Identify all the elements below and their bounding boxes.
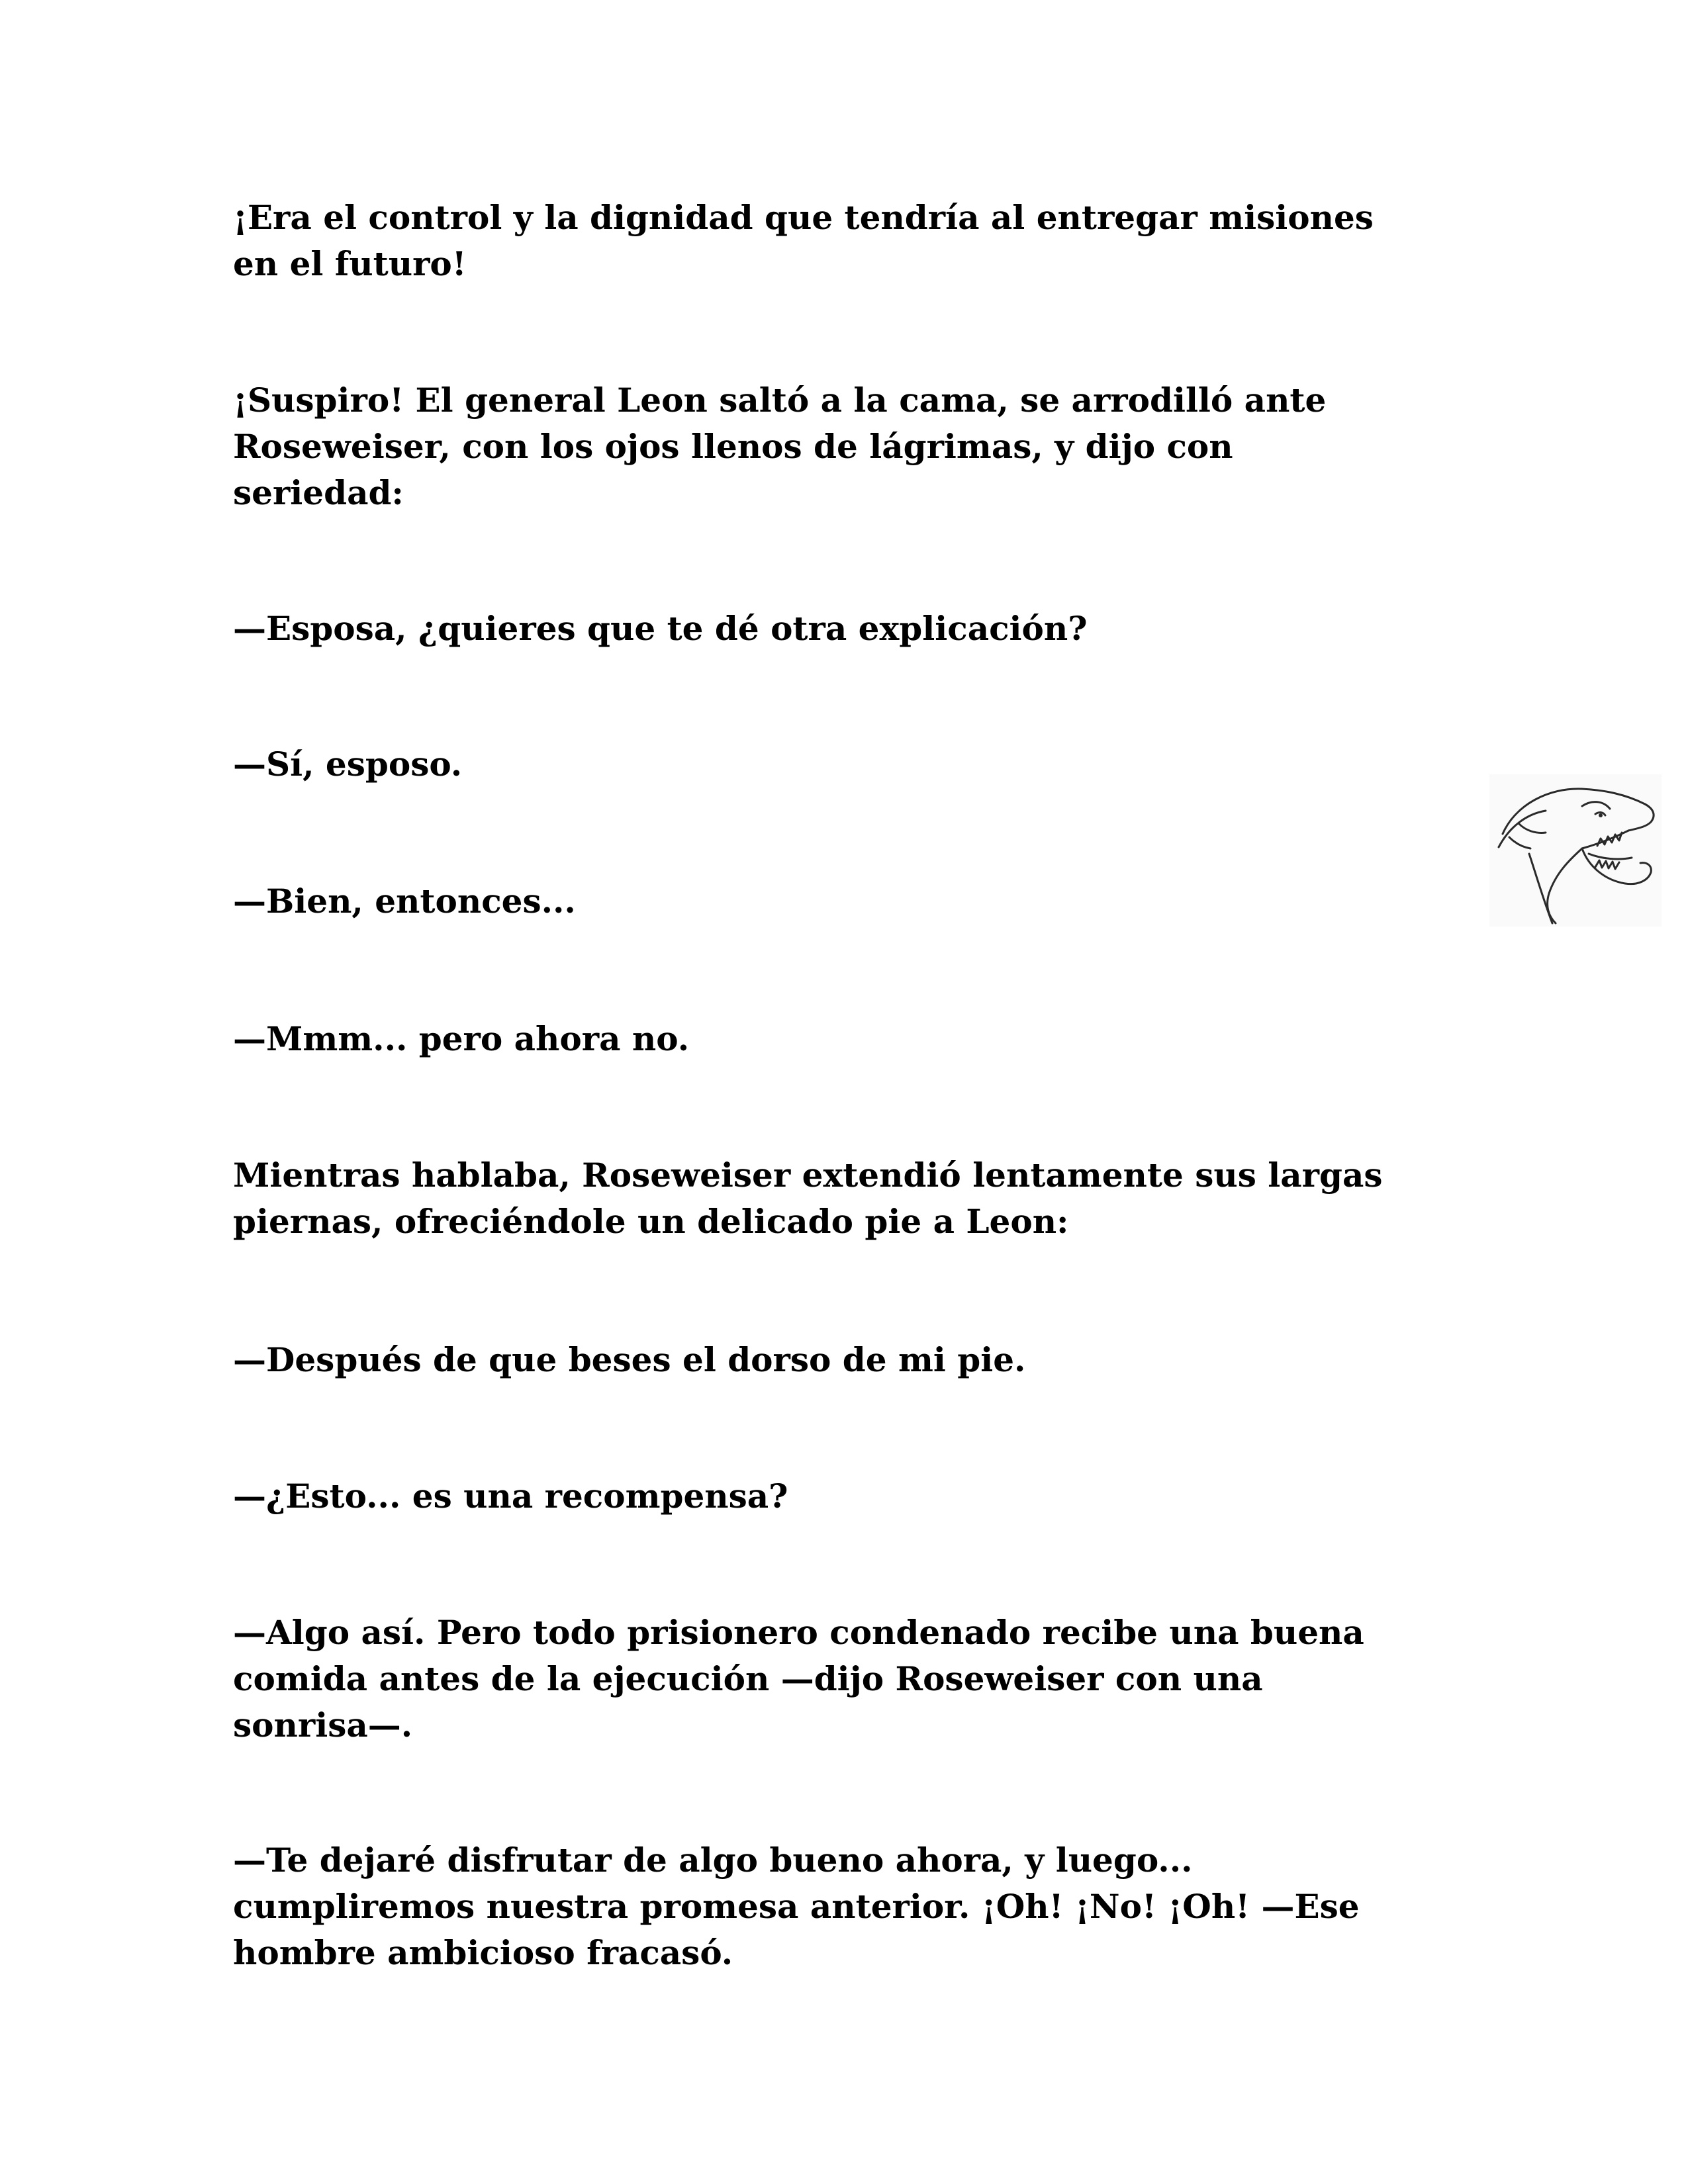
paragraph-1: ¡Era el control y la dignidad que tendría al entregar misiones en el futuro! bbox=[233, 198, 1374, 283]
paragraph-7: Mientras hablaba, Roseweiser extendió lentamente sus largas piernas, ofreciéndole un delicado pie a Leon: bbox=[233, 1156, 1383, 1241]
paragraph-11: —Te dejaré disfrutar de algo bueno ahora, y luego... cumpliremos nuestra promesa anterior. ¡Oh! ¡No! ¡Oh! —Ese hombre ambicioso fracasó. bbox=[233, 1841, 1360, 1972]
paragraph-3: —Esposa, ¿quieres que te dé otra explicación? bbox=[233, 609, 1088, 648]
paragraph-6: —Mmm... pero ahora no. bbox=[233, 1019, 690, 1058]
paragraph-5: —Bien, entonces... bbox=[233, 882, 576, 921]
paragraph-10: —Algo así. Pero todo prisionero condenado recibe una buena comida antes de la ejecución —dijo Roseweiser con una sonrisa—. bbox=[233, 1613, 1364, 1745]
paragraph-2: ¡Suspiro! El general Leon saltó a la cama, se arrodilló ante Roseweiser, con los ojos llenos de lágrimas, y dijo con seriedad: bbox=[233, 381, 1327, 512]
paragraph-4: —Sí, esposo. bbox=[233, 745, 463, 784]
dinosaur-head-icon bbox=[1489, 774, 1662, 927]
paragraph-8: —Después de que beses el dorso de mi pie. bbox=[233, 1340, 1026, 1379]
paragraph-9: —¿Esto... es una recompensa? bbox=[233, 1477, 788, 1516]
